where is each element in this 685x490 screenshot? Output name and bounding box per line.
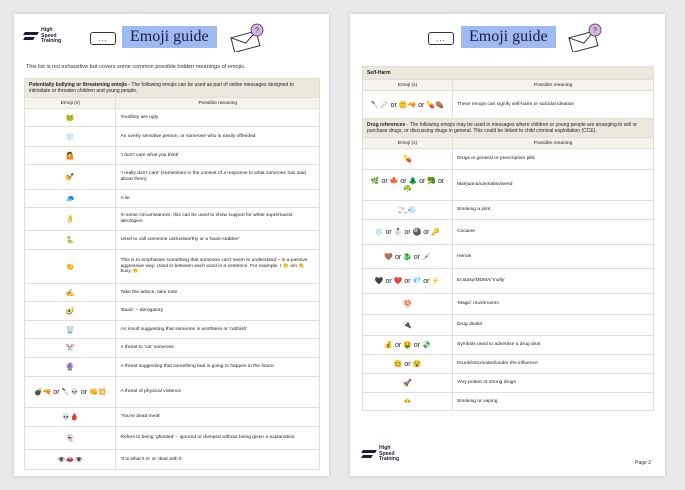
meaning-cell: Smoking or vaping	[452, 393, 653, 411]
section-header: Potentially bullying or threatening emojis - The following emojis can be used as part of online messages designed to intimidate or threaten children and young people.	[25, 79, 320, 98]
emoji-cell: 💊	[363, 149, 453, 170]
table-row	[363, 220, 654, 245]
meaning-cell: Heroin	[452, 245, 653, 269]
meaning-cell: A threat of physical violence	[116, 377, 320, 408]
drug-rows	[363, 149, 654, 411]
emoji-cell: 🚀	[363, 374, 453, 393]
emoji-cell: 🗑️	[25, 321, 116, 339]
emoji-cell: 🍄	[363, 294, 453, 315]
table-row	[363, 149, 654, 170]
emoji-cell: 🥴 or 😵	[363, 355, 453, 374]
page-title: Emoji guide	[461, 26, 556, 48]
meaning-cell: 'You're dead meat'	[116, 408, 320, 427]
table-row	[25, 284, 320, 302]
table-row	[25, 109, 320, 127]
emoji-cell: 👻	[25, 427, 116, 450]
emoji-cell: 👁️👄👁️	[25, 450, 116, 470]
emoji-cell: ❄️ or ⛄ or 🎱 or 🔑	[363, 220, 453, 245]
svg-text:?: ?	[255, 27, 259, 35]
table-row	[25, 408, 320, 427]
meaning-cell: Drug dealer	[452, 315, 653, 336]
emoji-cell: ✍️	[25, 284, 116, 302]
logo-mark-icon	[362, 449, 376, 459]
emoji-cell: 🧢	[25, 190, 116, 208]
chat-bubble-icon: ...	[90, 32, 116, 45]
meaning-cell: A threat to 'cut' someone	[116, 339, 320, 358]
column-header-row: Emoji (s) Possible meaning	[363, 80, 654, 91]
svg-text:?: ?	[593, 27, 597, 35]
table-row	[25, 427, 320, 450]
table-row	[25, 165, 320, 190]
meaning-cell: An overly sensitive person, or someone who is easily offended	[116, 127, 320, 147]
meaning-cell: Very potent or strong drugs	[452, 374, 653, 393]
table-row	[25, 321, 320, 339]
section-header-self-harm: Self-Harm	[363, 67, 654, 80]
meaning-cell: Used to call someone untrustworthy or a 'back-stabber'	[116, 231, 320, 250]
table-row	[25, 231, 320, 250]
meaning-cell: Smoking a joint	[452, 201, 653, 220]
meaning-cell: An insult suggesting that someone is worthless or 'rubbish'	[116, 321, 320, 339]
bullying-table	[24, 78, 320, 470]
table-row	[25, 358, 320, 377]
table-row	[363, 269, 654, 294]
chat-bubble-icon: ...	[428, 32, 454, 45]
emoji-cell: 👏	[25, 250, 116, 284]
meaning-cell: Refers to being 'ghosted' – ignored or dumped without being given a explanation	[116, 427, 320, 450]
table-row	[25, 190, 320, 208]
page-1	[14, 14, 329, 476]
col-emoji: Emoji (s)	[25, 98, 116, 109]
section-header-drugs: Drug references - The following emojis may be used in messages where children or young people are arranging to sell or purchase drugs, or discussing drugs in general. This could be linked to child criminal exploitation (CCE).	[363, 119, 654, 138]
meaning-cell: Ecstasy/MDMA/'molly'	[452, 269, 653, 294]
emoji-cell: 🖤 or ❤️ or 💎 or ⚡	[363, 269, 453, 294]
meaning-cell: Symbols used to advertise a drug deal	[452, 336, 653, 355]
meaning-cell: Marijuana/cannabis/weed	[452, 170, 653, 201]
table-row	[25, 147, 320, 165]
table-row	[363, 201, 654, 220]
page-2	[350, 14, 665, 476]
emoji-cell: 🌿 or 🍁 or 🌲 or 🥦 or ☘️	[363, 170, 453, 201]
meaning-cell: You/they are ugly	[116, 109, 320, 127]
emoji-cell: 🔌	[363, 315, 453, 336]
logo-mark-icon	[24, 31, 38, 41]
table-row	[25, 250, 320, 284]
table-row	[363, 315, 654, 336]
emoji-cell: ✂️	[25, 339, 116, 358]
emoji-cell: 💣🔫 or 🔪💀 or 👊💥	[25, 377, 116, 408]
emoji-cell: 🤷	[25, 147, 116, 165]
meaning-cell: A lie	[116, 190, 320, 208]
emoji-cell: 💰 or 🤑 or 💸	[363, 336, 453, 355]
meaning-cell: 'I really don't care' (sometimes in the context of a response to what someone has said about them)	[116, 165, 320, 190]
emoji-cell: ❄️	[25, 127, 116, 147]
table-row	[25, 377, 320, 408]
self-harm-rows	[363, 91, 654, 119]
intro-text: This list is not exhaustive but covers some common possible hidden meanings of emojis.	[26, 64, 246, 70]
meaning-cell: Drugs in general or prescription pills	[452, 149, 653, 170]
table-row	[363, 91, 654, 119]
emoji-cell: 💅	[25, 165, 116, 190]
meaning-cell: Drunk/intoxicated/under the influence	[452, 355, 653, 374]
table-row	[25, 302, 320, 321]
emoji-cell: 👌	[25, 208, 116, 231]
table-row	[363, 374, 654, 393]
table-row	[363, 393, 654, 411]
table-row	[363, 294, 654, 315]
drugs-table	[362, 66, 654, 411]
meaning-cell: These emojis can signify self-harm or suicidal ideation	[452, 91, 653, 119]
table-row	[363, 245, 654, 269]
emoji-cell: 🥑	[25, 302, 116, 321]
emoji-cell: 😶‍🌫️	[363, 393, 453, 411]
col-meaning: Possible meaning	[116, 98, 320, 109]
meaning-cell: 'Magic' mushrooms	[452, 294, 653, 315]
column-header-row	[25, 98, 320, 109]
emoji-cell: 🚬💨	[363, 201, 453, 220]
meaning-cell: Take the advice, take note	[116, 284, 320, 302]
meaning-cell: 'I don't care what you think'	[116, 147, 320, 165]
emoji-cell: 🔪🩹 or 🤫🔫 or 💊⚰️	[363, 91, 453, 119]
emoji-cell: 🐍	[25, 231, 116, 250]
emoji-cell: 🐸	[25, 109, 116, 127]
meaning-cell: This is to emphasise something that someone can't seem to understand – in a passive aggressive way. Used in between each word in a sentence. For example, I 👏 am 👏 busy 👏	[116, 250, 320, 284]
table-row	[363, 355, 654, 374]
table-row	[25, 208, 320, 231]
column-header-row: Emoji (s) Possible meaning	[363, 138, 654, 149]
meaning-cell: In some circumstances, this can be used to show support for white supremacist ideologies	[116, 208, 320, 231]
logo: High Speed Training	[24, 28, 61, 45]
meaning-cell: 'It is what it is' or 'deal with it'	[116, 450, 320, 470]
meaning-cell: 'Basic' – derogatory	[116, 302, 320, 321]
page-number: Page 2	[635, 460, 651, 466]
footer-logo: High Speed Training	[362, 446, 399, 463]
envelope-icon	[565, 22, 603, 52]
envelope-icon	[227, 22, 265, 52]
meaning-cell: A threat suggesting that something bad is going to happen in the future	[116, 358, 320, 377]
table-row	[25, 127, 320, 147]
table-row	[25, 450, 320, 470]
emoji-cell: 🤎 or 🐉 or 💉	[363, 245, 453, 269]
page-title: Emoji guide	[122, 26, 217, 48]
table-row	[363, 336, 654, 355]
table-row	[25, 339, 320, 358]
emoji-cell: 🔮	[25, 358, 116, 377]
table-row	[363, 170, 654, 201]
meaning-cell: Cocaine	[452, 220, 653, 245]
emoji-cell: 💀🩸	[25, 408, 116, 427]
